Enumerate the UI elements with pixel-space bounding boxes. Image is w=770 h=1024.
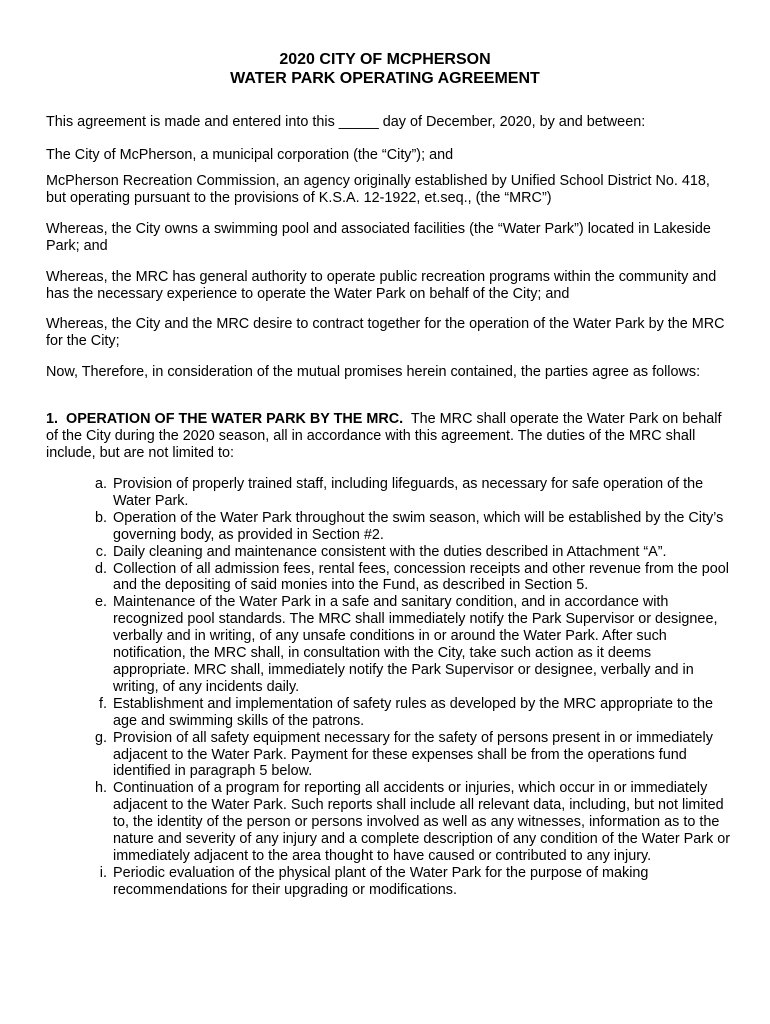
section-1-paragraph [46,411,726,462]
section-1-body: The MRC shall operate the Water Park on behalf of the City during the 2020 season, all in accordance with this agreement. The duties of the MRC shall include, but are not limited to: [46,411,722,461]
duties-list [70,476,730,899]
list-item [70,544,730,561]
document-title-line-1: 2020 CITY OF MCPHERSON [279,51,491,68]
list-item-text: Provision of all safety equipment necessary for the safety of persons present in or immediately adjacent to the Water Park. Payment for these expenses shall be from the operations fund identified in paragraph 5 below. [113,729,713,780]
list-item-marker: h. [94,780,107,797]
list-item-marker: a. [94,476,107,492]
list-item-text: Operation of the Water Park throughout the swim season, which will be established by the City’s governing body, as provided in Section #2. [113,509,724,543]
now-therefore-paragraph: Now, Therefore, in consideration of the mutual promises herein contained, the parties agree as follows: [46,364,701,380]
list-item-marker: c. [95,543,107,560]
list-item [70,730,730,781]
list-item [70,865,730,899]
party-city-paragraph: The City of McPherson, a municipal corporation (the “City”); and [46,147,454,163]
list-item [70,561,730,595]
whereas-mrc-authority-paragraph: Whereas, the MRC has general authority to operate public recreation programs within the community and has the necessary experience to operate the Water Park on behalf of the City; and [46,269,717,302]
section-1-heading: OPERATION OF THE WATER PARK BY THE MRC. [66,411,404,427]
list-item-text: Collection of all admission fees, rental fees, concession receipts and other revenue from the pool and the depositing of said monies into the Fund, as described in Section 5. [113,560,729,594]
list-item-marker: f. [99,695,107,712]
section-1-number: 1. [46,411,59,427]
list-item-marker: e. [94,594,107,611]
list-item-marker: d. [94,560,107,577]
list-item-text: Continuation of a program for reporting all accidents or injuries, which occur in or immediately adjacent to the Water Park. Such reports shall include all relevant data, including, but not limited to, the identity of the person or persons involved as well as any witnesses, information as to the nature and severity of any injury and a complete description of any condition of the Water Park or immediately adjacent to the area thought to have caused or contributed to any injury. [113,780,730,864]
list-item-text: Maintenance of the Water Park in a safe and sanitary condition, and in accordance with recognized pool standards. The MRC shall immediately notify the Park Supervisor or designee, verbally and in writing, of any unsafe conditions in or around the Water Park. After such notification, the MRC shall, in consultation with the City, take such action as it deems appropriate. MRC shall, immediately notify the Park Supervisor or designee, verbally and in writing, of any incidents daily. [113,594,718,695]
party-mrc-paragraph: McPherson Recreation Commission, an agency originally established by Unified School District No. 418, but operating pursuant to the provisions of K.S.A. 12-1922, et.seq., (the “MRC”) [46,173,710,206]
list-item-marker: b. [94,509,107,526]
whereas-contract-paragraph: Whereas, the City and the MRC desire to contract together for the operation of the Water Park by the MRC for the City; [46,316,725,349]
list-item-marker: i. [99,864,107,881]
list-item [70,780,730,865]
list-item [70,696,730,730]
list-item [70,594,730,695]
intro-paragraph: This agreement is made and entered into this _____ day of December, 2020, by and between: [46,114,646,130]
list-item-text: Provision of properly trained staff, including lifeguards, as necessary for safe operation of the Water Park. [113,476,704,509]
list-item-text: Daily cleaning and maintenance consistent with the duties described in Attachment “A”. [113,543,667,560]
document-title-line-2: WATER PARK OPERATING AGREEMENT [230,70,540,87]
list-item-text: Establishment and implementation of safety rules as developed by the MRC appropriate to the age and swimming skills of the patrons. [113,695,713,729]
whereas-city-owns-paragraph: Whereas, the City owns a swimming pool and associated facilities (the “Water Park”) located in Lakeside Park; and [46,221,711,254]
list-item [70,510,730,544]
list-item-marker: g. [94,729,107,746]
list-item [70,476,730,510]
list-item-text: Periodic evaluation of the physical plant of the Water Park for the purpose of making recommendations for their upgrading or modifications. [113,864,649,898]
